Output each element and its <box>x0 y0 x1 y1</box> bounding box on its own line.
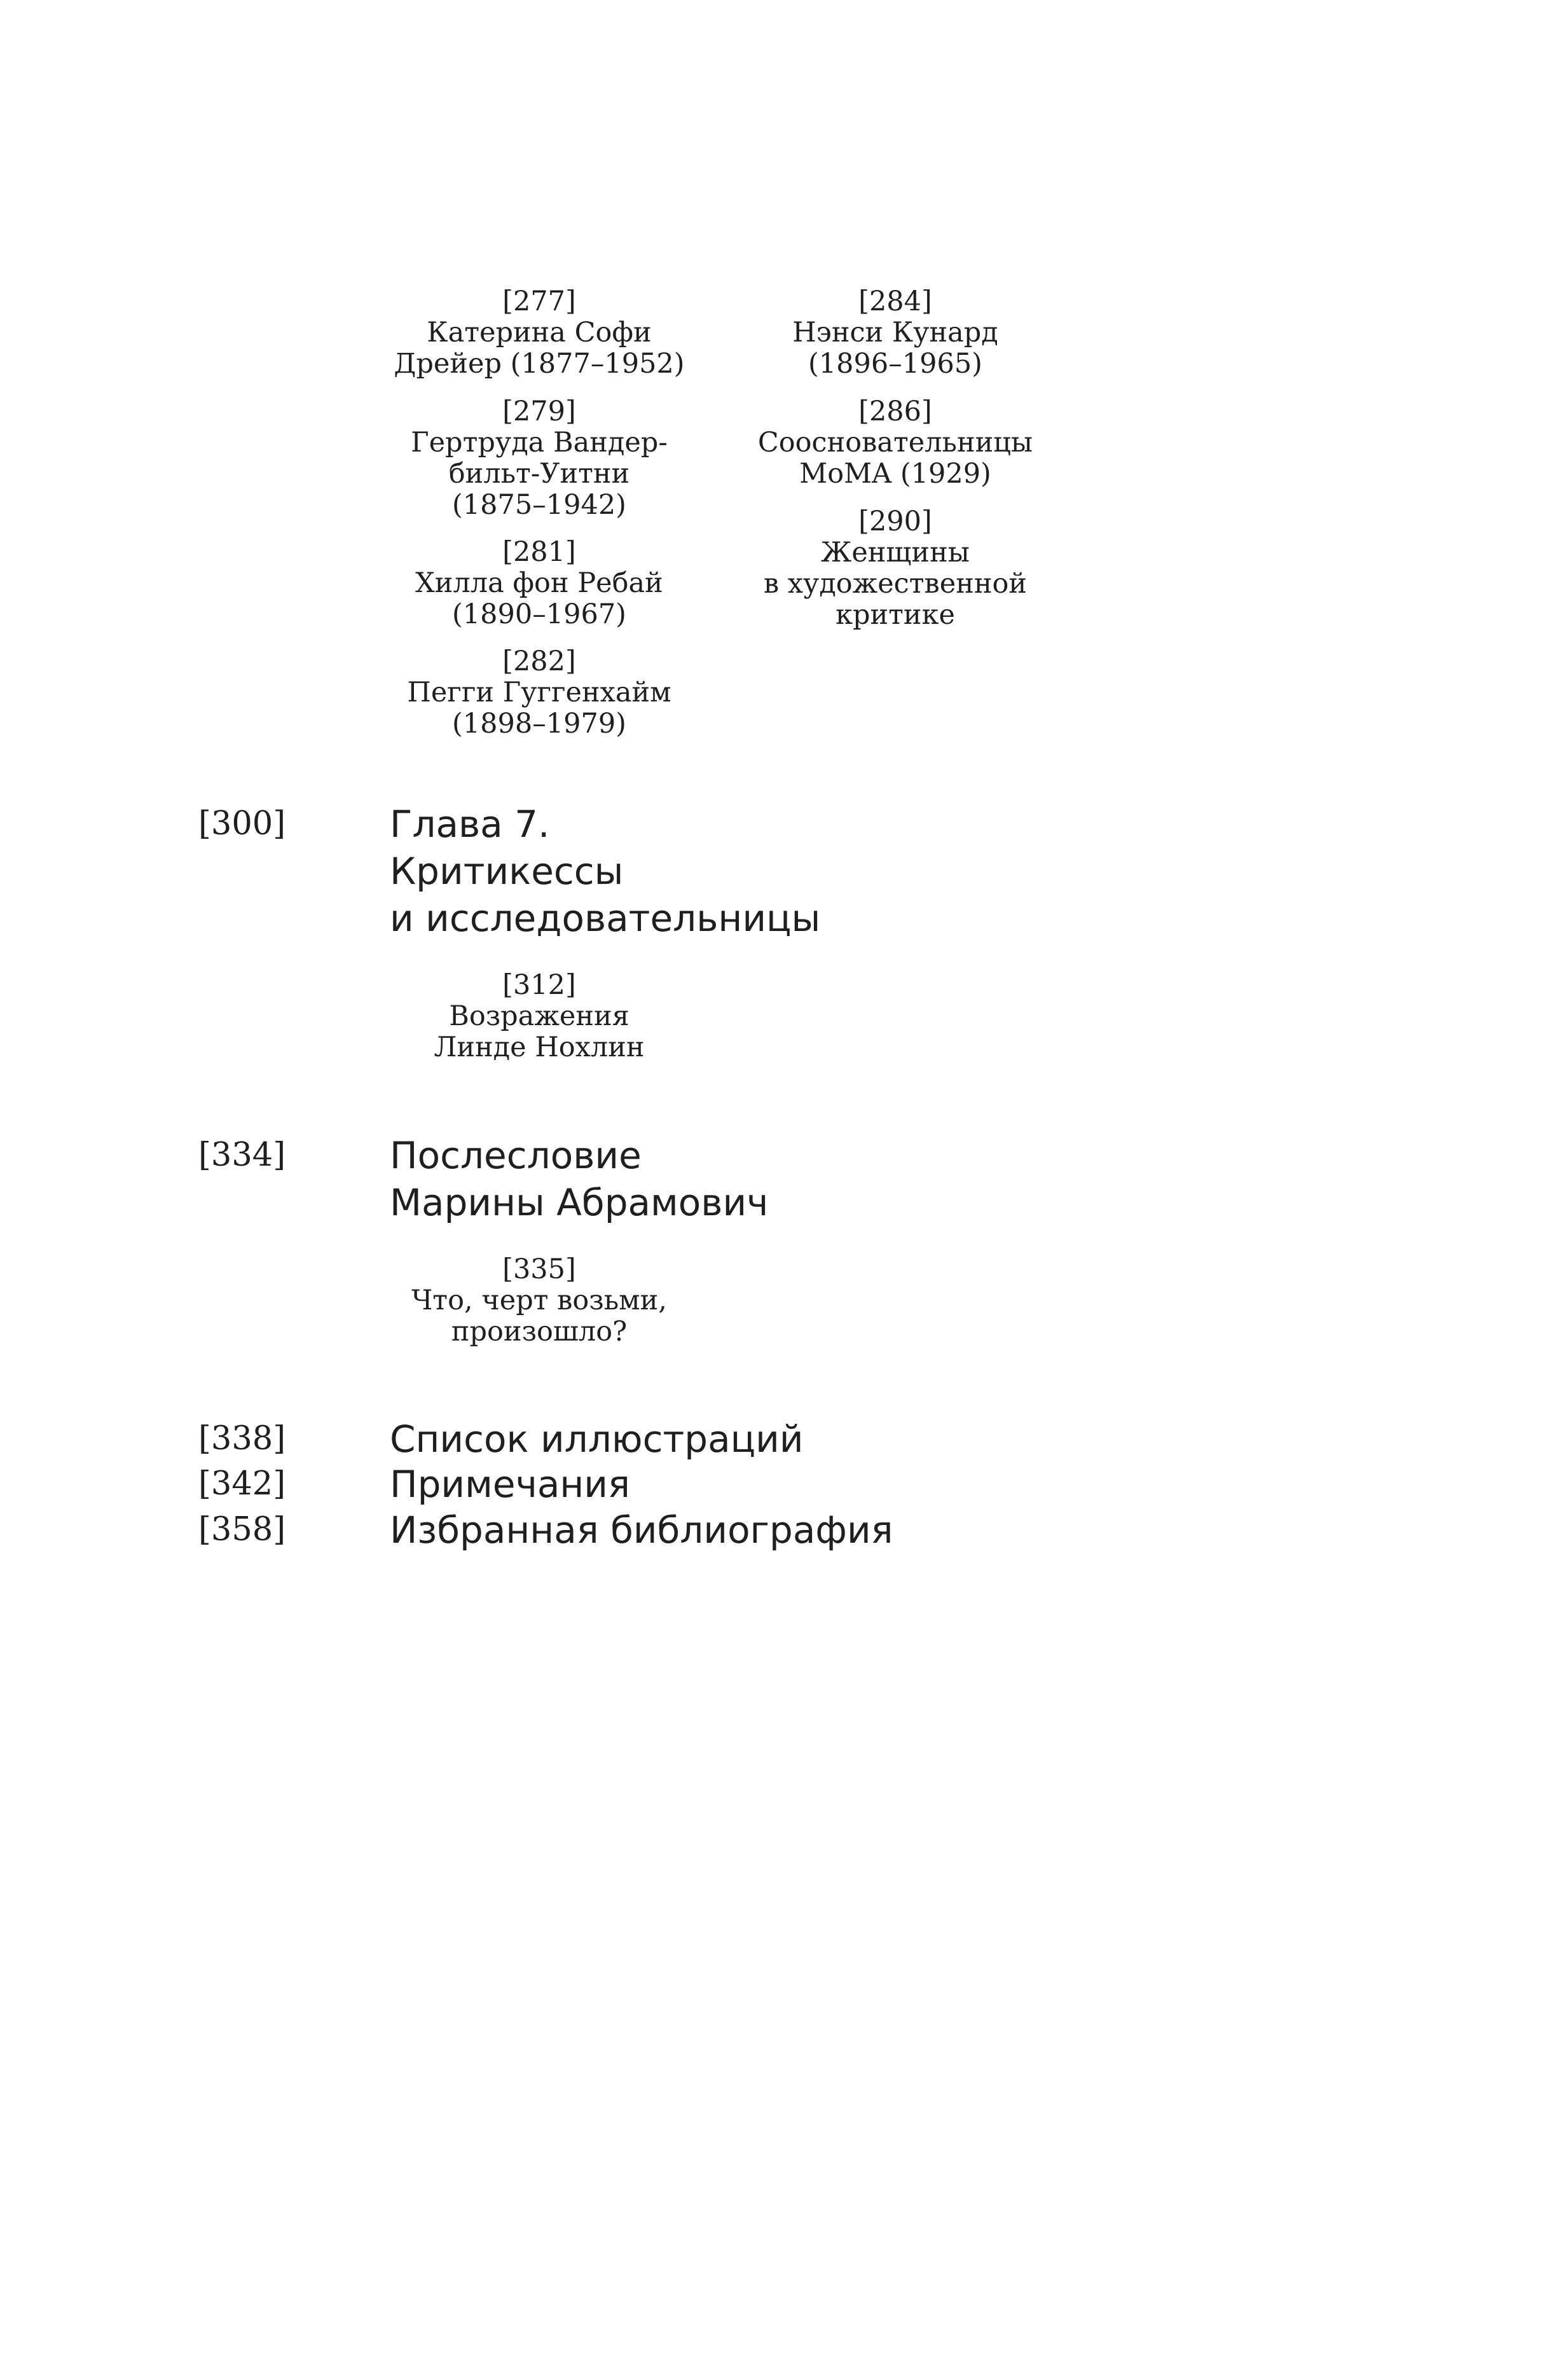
afterword-page-number: [334] <box>198 1136 286 1174</box>
toc-sub-page: [335] <box>502 1253 576 1285</box>
toc-sub-entry <box>717 506 1073 631</box>
toc-sub-entry <box>361 537 717 630</box>
toc-sub-title: Возражения <box>449 1000 629 1032</box>
toc-sub-title: в художественной <box>763 568 1028 600</box>
toc-sub-title: Соосновательницы <box>757 427 1033 459</box>
toc-sub-page: [290] <box>858 506 932 537</box>
back-matter-page-number: [358] <box>198 1511 286 1548</box>
toc-sub-entry <box>361 1254 717 1348</box>
toc-sub-title: Пегги Гуггенхайм <box>407 677 671 708</box>
toc-sub-title: Катерина Софи <box>427 317 652 348</box>
toc-sub-title: Гертруда Вандер- <box>411 427 668 459</box>
toc-sub-entry <box>361 396 717 521</box>
toc-sub-title: Нэнси Кунард <box>792 317 998 348</box>
toc-sub-page: [284] <box>858 286 932 317</box>
afterword-title-line: Марины Абрамович <box>390 1181 769 1224</box>
toc-sub-title: бильт-Уитни <box>448 458 630 490</box>
back-matter-title: Примечания <box>390 1463 630 1506</box>
afterword-title-line: Послесловие <box>390 1134 642 1177</box>
back-matter-title: Список иллюстраций <box>390 1417 804 1461</box>
toc-sub-title: Хилла фон Ребай <box>415 567 663 599</box>
toc-sub-title: произошло? <box>451 1316 628 1348</box>
toc-sub-entry <box>717 396 1073 490</box>
toc-sub-page: [282] <box>502 645 576 677</box>
toc-sub-entry <box>361 646 717 740</box>
toc-sub-title: Женщины <box>821 537 970 569</box>
chapter-7-page-number: [300] <box>198 805 286 843</box>
toc-sub-page: [279] <box>502 396 576 427</box>
toc-sub-title: Что, черт возьми, <box>411 1285 667 1316</box>
toc-sub-page: [277] <box>502 286 576 317</box>
back-matter-title: Избранная библиография <box>390 1508 893 1552</box>
back-matter-page-number: [338] <box>198 1420 286 1458</box>
toc-sub-title: MoMA (1929) <box>799 458 991 490</box>
chapter-7-title <box>390 801 820 942</box>
toc-sub-page: [286] <box>858 396 932 427</box>
chapter-7-title-line: Глава 7. <box>390 803 550 846</box>
toc-sub-page: [281] <box>502 536 576 568</box>
back-matter-page-number: [342] <box>198 1465 286 1503</box>
toc-sub-title: (1898–1979) <box>452 708 626 740</box>
toc-sub-entry <box>361 970 717 1063</box>
chapter-7-title-line: Критикессы <box>390 850 624 893</box>
toc-sub-title: критике <box>836 599 955 631</box>
toc-sub-title: Линде Нохлин <box>434 1031 645 1063</box>
toc-sub-title: (1890–1967) <box>452 598 626 630</box>
toc-sub-title: (1896–1965) <box>808 348 982 380</box>
afterword-title <box>390 1132 768 1226</box>
toc-sub-entry <box>361 286 717 380</box>
toc-sub-title: (1875–1942) <box>452 489 626 521</box>
toc-sub-entry <box>717 286 1073 380</box>
toc-sub-page: [312] <box>502 969 576 1001</box>
toc-sub-title: Дрейер (1877–1952) <box>394 348 685 380</box>
chapter-7-title-line: и исследовательницы <box>390 897 821 940</box>
